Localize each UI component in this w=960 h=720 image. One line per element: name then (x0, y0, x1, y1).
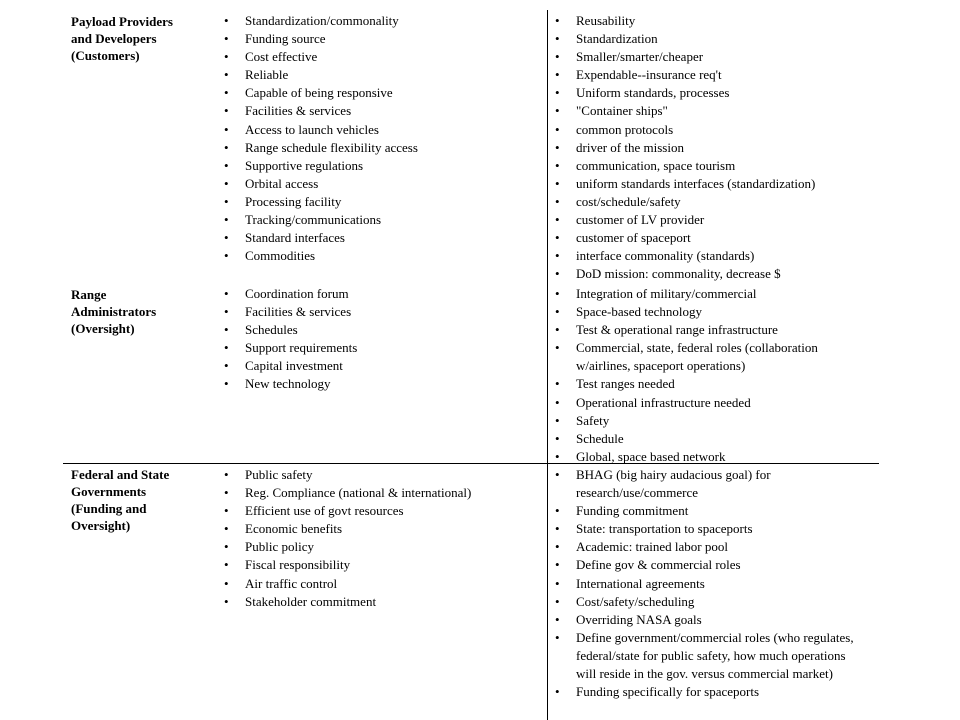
governments-needs-list (220, 466, 540, 611)
section-heading-range (71, 286, 206, 337)
payload-issues-list (551, 12, 861, 283)
list-item: • Operational infrastructure needed (551, 394, 861, 412)
list-item: • Commercial, state, federal roles (collaboration w/airlines, spaceport operations) (551, 339, 861, 375)
list-item: • interface commonality (standards) (551, 247, 861, 265)
list-item: • Safety (551, 412, 861, 430)
list-item: • Support requirements (220, 339, 540, 357)
heading-line: (Customers) (71, 48, 140, 63)
range-needs-list (220, 285, 540, 394)
list-item: • communication, space tourism (551, 157, 861, 175)
list-item: • Test & operational range infrastructure (551, 321, 861, 339)
list-item: • Smaller/smarter/cheaper (551, 48, 861, 66)
list-item: • Access to launch vehicles (220, 121, 540, 139)
list-item: • Economic benefits (220, 520, 540, 538)
list-item: • Reliable (220, 66, 540, 84)
range-issues-list (551, 285, 861, 466)
heading-line: Federal and State (71, 467, 170, 482)
list-item: • Schedule (551, 430, 861, 448)
list-item: • State: transportation to spaceports (551, 520, 861, 538)
heading-line: Range (71, 287, 107, 302)
heading-line: Payload Providers (71, 14, 173, 29)
list-item: • Range schedule flexibility access (220, 139, 540, 157)
list-item: • Capable of being responsive (220, 84, 540, 102)
list-item: • customer of spaceport (551, 229, 861, 247)
heading-line: Administrators (71, 304, 157, 319)
list-item: • Academic: trained labor pool (551, 538, 861, 556)
list-item: • Public policy (220, 538, 540, 556)
heading-line: (Funding and (71, 501, 147, 516)
payload-needs-list (220, 12, 540, 265)
list-item: • Supportive regulations (220, 157, 540, 175)
section-heading-governments (71, 466, 206, 534)
list-item: • Uniform standards, processes (551, 84, 861, 102)
heading-line: and Developers (71, 31, 157, 46)
heading-line: Oversight) (71, 518, 131, 533)
list-item: • Global, space based network (551, 448, 861, 466)
list-item: • Standardization/commonality (220, 12, 540, 30)
list-item: • Reusability (551, 12, 861, 30)
list-item: • Commodities (220, 247, 540, 265)
list-item: • Reg. Compliance (national & international) (220, 484, 540, 502)
list-item: • Expendable--insurance req't (551, 66, 861, 84)
section-heading-payload (71, 13, 206, 64)
list-item: • Schedules (220, 321, 540, 339)
list-item: • Tracking/communications (220, 211, 540, 229)
heading-line: (Oversight) (71, 321, 135, 336)
list-item: • New technology (220, 375, 540, 393)
list-item: • Standardization (551, 30, 861, 48)
list-item: • Cost/safety/scheduling (551, 593, 861, 611)
list-item: • cost/schedule/safety (551, 193, 861, 211)
list-item: • Space-based technology (551, 303, 861, 321)
governments-issues-list (551, 466, 861, 701)
heading-line: Governments (71, 484, 147, 499)
list-item: • Define gov & commercial roles (551, 556, 861, 574)
list-item: • "Container ships" (551, 102, 861, 120)
list-item: • Air traffic control (220, 575, 540, 593)
list-item: • customer of LV provider (551, 211, 861, 229)
list-item: • Public safety (220, 466, 540, 484)
list-item: • driver of the mission (551, 139, 861, 157)
list-item: • Facilities & services (220, 102, 540, 120)
list-item: • Funding specifically for spaceports (551, 683, 861, 701)
list-item: • Funding source (220, 30, 540, 48)
list-item: • Standard interfaces (220, 229, 540, 247)
list-item: • Test ranges needed (551, 375, 861, 393)
list-item: • Overriding NASA goals (551, 611, 861, 629)
list-item: • Orbital access (220, 175, 540, 193)
list-item: • Define government/commercial roles (who regulates, federal/state for public safety, how much operations will reside in the gov. versus commercial market) (551, 629, 861, 683)
list-item: • Processing facility (220, 193, 540, 211)
list-item: • Stakeholder commitment (220, 593, 540, 611)
list-item: • International agreements (551, 575, 861, 593)
list-item: • Cost effective (220, 48, 540, 66)
list-item: • DoD mission: commonality, decrease $ (551, 265, 861, 283)
list-item: • Facilities & services (220, 303, 540, 321)
list-item: • Funding commitment (551, 502, 861, 520)
list-item: • common protocols (551, 121, 861, 139)
list-item: • Integration of military/commercial (551, 285, 861, 303)
list-item: • uniform standards interfaces (standardization) (551, 175, 861, 193)
column-divider (547, 10, 548, 720)
list-item: • Coordination forum (220, 285, 540, 303)
list-item: • Fiscal responsibility (220, 556, 540, 574)
list-item: • Efficient use of govt resources (220, 502, 540, 520)
list-item: • Capital investment (220, 357, 540, 375)
list-item: • BHAG (big hairy audacious goal) for research/use/commerce (551, 466, 861, 502)
